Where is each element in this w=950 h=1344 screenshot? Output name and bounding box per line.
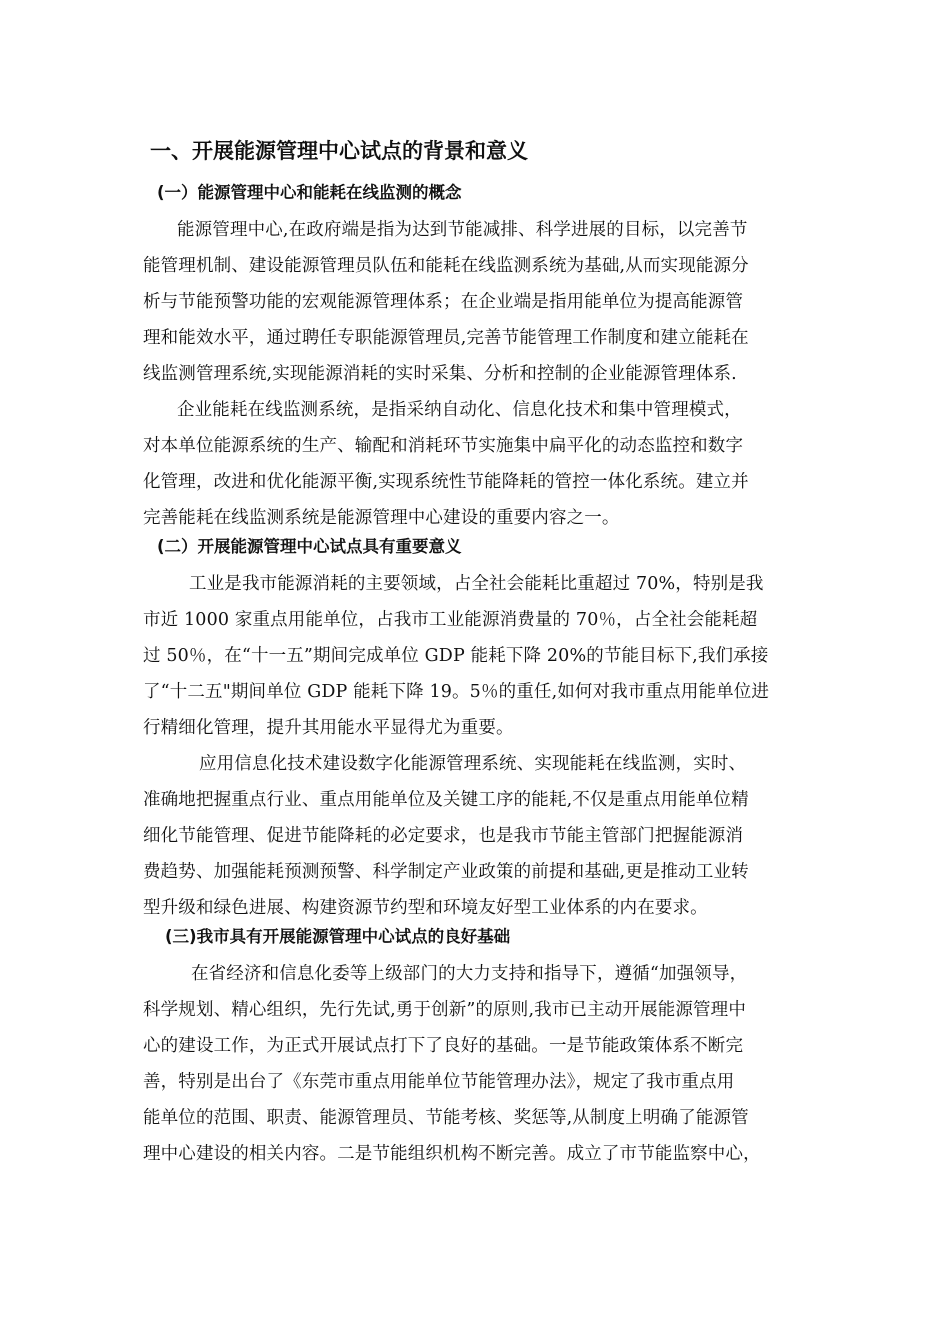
paragraph-line: 能管理机制、建设能源管理员队伍和能耗在线监测系统为基础,从而实现能源分 <box>143 256 749 276</box>
paragraph-line: 完善能耗在线监测系统是能源管理中心建设的重要内容之一。 <box>143 508 620 528</box>
section-3-paragraph-1 <box>143 956 823 1172</box>
paragraph-line: 过 50％，在“十一五”期间完成单位 GDP 能耗下降 20%的节能目标下,我们承接 <box>143 646 769 666</box>
section-1-paragraph-1 <box>143 212 823 392</box>
paragraph-line: 对本单位能源系统的生产、输配和消耗环节实施集中扁平化的动态监控和数字 <box>143 436 744 456</box>
section-2-heading: (二）开展能源管理中心试点具有重要意义 <box>157 537 462 556</box>
section-2-paragraph-1 <box>143 566 823 746</box>
paragraph-line: 理和能效水平，通过聘任专职能源管理员,完善节能管理工作制度和建立能耗在 <box>143 328 749 348</box>
paragraph-line: 市近 1000 家重点用能单位，占我市工业能源消费量的 70％，占全社会能耗超 <box>143 610 758 630</box>
paragraph-line: 化管理，改进和优化能源平衡,实现系统性节能降耗的管控一体化系统。建立并 <box>143 472 749 492</box>
paragraph-line: 细化节能管理、促进节能降耗的必定要求，也是我市节能主管部门把握能源消 <box>143 826 744 846</box>
paragraph-line: 能单位的范围、职责、能源管理员、节能考核、奖惩等,从制度上明确了能源管 <box>143 1108 749 1128</box>
main-heading: 一、开展能源管理中心试点的背景和意义 <box>150 139 528 163</box>
section-2-paragraph-2 <box>143 746 823 926</box>
paragraph-line: 心的建设工作，为正式开展试点打下了良好的基础。一是节能政策体系不断完 <box>143 1036 744 1056</box>
paragraph-line: 析与节能预警功能的宏观能源管理体系；在企业端是指用能单位为提高能源管 <box>143 292 744 312</box>
document-body <box>143 128 823 1172</box>
paragraph-line: 工业是我市能源消耗的主要领域，占全社会能耗比重超过 70%，特别是我 <box>189 574 764 594</box>
paragraph-line: 科学规划、精心组织，先行先试,勇于创新”的原则,我市已主动开展能源管理中 <box>143 1000 746 1020</box>
paragraph-line: 企业能耗在线监测系统，是指采纳自动化、信息化技术和集中管理模式， <box>177 400 742 420</box>
paragraph-line: 线监测管理系统,实现能源消耗的实时采集、分析和控制的企业能源管理体系. <box>143 364 737 384</box>
paragraph-line: 行精细化管理，提升其用能水平显得尤为重要。 <box>143 718 514 738</box>
section-1-heading: (一）能源管理中心和能耗在线监测的概念 <box>157 183 462 202</box>
paragraph-line: 型升级和绿色进展、构建资源节约型和环境友好型工业体系的内在要求。 <box>143 898 708 918</box>
paragraph-line: 在省经济和信息化委等上级部门的大力支持和指导下，遵循“加强领导， <box>191 964 748 984</box>
paragraph-line: 准确地把握重点行业、重点用能单位及关键工序的能耗,不仅是重点用能单位精 <box>143 790 749 810</box>
section-1-paragraph-2 <box>143 392 823 536</box>
paragraph-line: 费趋势、加强能耗预测预警、科学制定产业政策的前提和基础,更是推动工业转 <box>143 862 749 882</box>
paragraph-line: 理中心建设的相关内容。二是节能组织机构不断完善。成立了市节能监察中心， <box>143 1144 761 1164</box>
paragraph-line: 善，特别是出台了《东莞市重点用能单位节能管理办法》，规定了我市重点用 <box>143 1072 735 1092</box>
section-3-heading: (三)我市具有开展能源管理中心试点的良好基础 <box>165 927 511 946</box>
paragraph-line: 了“十二五"期间单位 GDP 能耗下降 19。5％的重任,如何对我市重点用能单位进 <box>143 682 770 702</box>
paragraph-line: 应用信息化技术建设数字化能源管理系统、实现能耗在线监测，实时、 <box>199 754 747 774</box>
paragraph-line: 能源管理中心,在政府端是指为达到节能减排、科学进展的目标，以完善节 <box>177 220 748 240</box>
